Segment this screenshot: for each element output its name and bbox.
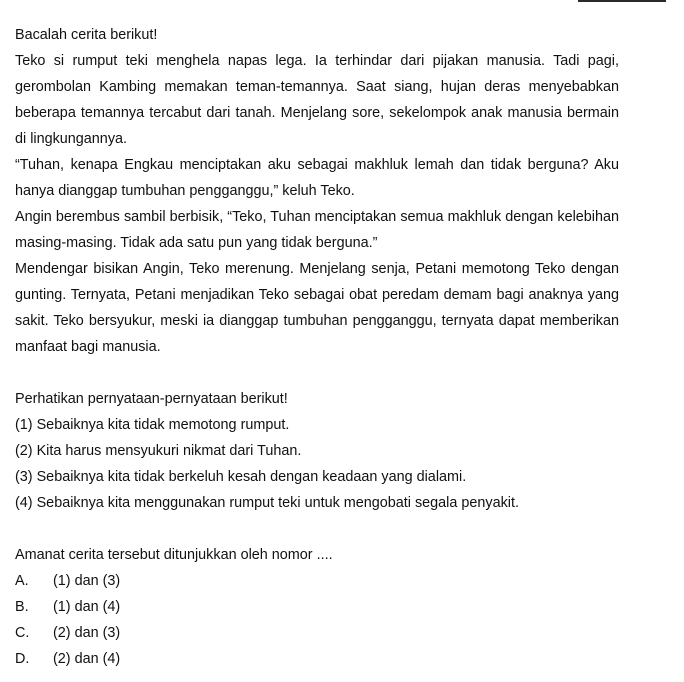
statement-item: (3) Sebaiknya kita tidak berkeluh kesah dengan keadaan yang dialami. bbox=[15, 469, 467, 485]
option-text: (2) dan (3) bbox=[53, 625, 121, 641]
option-letter: A. bbox=[15, 573, 29, 589]
option-letter: C. bbox=[15, 625, 30, 641]
option-text: (1) dan (4) bbox=[53, 599, 121, 615]
option-letter: B. bbox=[15, 599, 29, 615]
answer-option-d[interactable] bbox=[15, 646, 619, 672]
story-paragraph-4: Mendengar bisikan Angin, Teko merenung. Menjelang senja, Petani memotong Teko dengan gunting. Ternyata, Petani menjadikan Teko sebagai obat peredam demam bagi anaknya yang sakit. Teko bersyukur, meski ia dianggap tumbuhan pengganggu, ternyata dapat memberikan manfaat bagi manusia. bbox=[15, 261, 619, 355]
statement-item: (2) Kita harus mensyukuri nikmat dari Tuhan. bbox=[15, 443, 302, 459]
answer-option-b[interactable] bbox=[15, 594, 619, 620]
option-text: (2) dan (4) bbox=[53, 651, 121, 667]
statement-item: (4) Sebaiknya kita menggunakan rumput teki untuk mengobati segala penyakit. bbox=[15, 495, 519, 511]
statement-item: (1) Sebaiknya kita tidak memotong rumput. bbox=[15, 417, 290, 433]
statement-list bbox=[15, 412, 619, 516]
option-text: (1) dan (3) bbox=[53, 573, 121, 589]
story-paragraph-3: Angin berembus sambil berbisik, “Teko, Tuhan menciptakan semua makhluk dengan kelebihan masing-masing. Tidak ada satu pun yang tidak berguna.” bbox=[15, 209, 619, 251]
story-paragraph-1: Teko si rumput teki menghela napas lega. Ia terhindar dari pijakan manusia. Tadi pagi, gerombolan Kambing memakan teman-temannya. Saat siang, hujan deras menyebabkan beberapa temannya tercabut dari tanah. Menjelang sore, sekelompok anak manusia bermain di lingkungannya. bbox=[15, 53, 619, 147]
option-letter: D. bbox=[15, 651, 30, 667]
instruction-text: Bacalah cerita berikut! bbox=[15, 27, 158, 43]
question-stem: Amanat cerita tersebut ditunjukkan oleh nomor .... bbox=[15, 547, 333, 563]
answer-option-a[interactable] bbox=[15, 568, 619, 594]
answer-option-c[interactable] bbox=[15, 620, 619, 646]
question-document bbox=[15, 22, 619, 672]
top-border-line bbox=[578, 0, 666, 2]
statements-intro: Perhatikan pernyataan-pernyataan berikut! bbox=[15, 391, 288, 407]
story-paragraph-2: “Tuhan, kenapa Engkau menciptakan aku sebagai makhluk lemah dan tidak berguna? Aku hanya dianggap tumbuhan pengganggu,” keluh Teko. bbox=[15, 157, 619, 199]
answer-options bbox=[15, 568, 619, 672]
